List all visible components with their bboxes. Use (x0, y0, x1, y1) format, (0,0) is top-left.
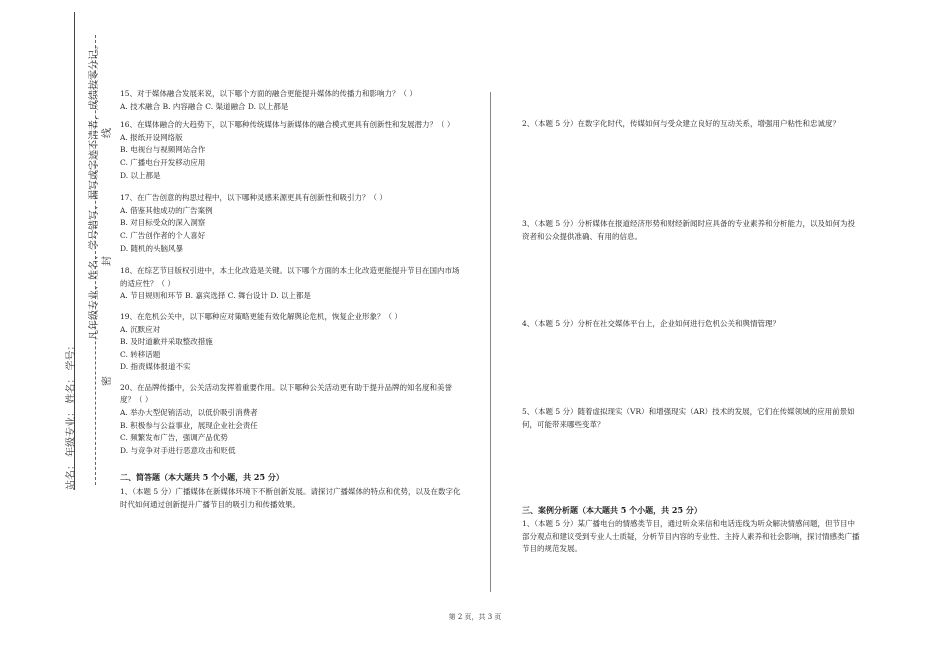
question-option: B. 对目标受众的深入洞察 (120, 218, 206, 228)
question-option: D. 以上都是 (120, 170, 161, 180)
question-18 (120, 265, 465, 303)
question-option: C. 转移话题 (120, 349, 161, 359)
question-17 (120, 192, 465, 255)
question-stem: 20、在品牌传播中，公关活动发挥着重要作用。以下哪种公关活动更有助于提升品牌的知名度和美誉度？（ ） (120, 382, 453, 405)
short-answer-question-2: 2、（本题 5 分）在数字化时代，传媒如何与受众建立良好的互动关系，增强用户粘性和忠诚度？ (522, 119, 841, 128)
short-answer-question-1: 1、（本题 5 分）广播媒体在新媒体环境下不断创新发展。请探讨广播媒体的特点和优势，以及在数字化时代如何通过创新提升广播节目的吸引力和传播效果。 (120, 487, 461, 509)
short-answer-question-4: 4、（本题 5 分）分析在社交媒体平台上，企业如何进行危机公关和舆情管理？ (522, 319, 781, 328)
column-divider (490, 92, 491, 592)
question-option: C. 广告创作者的个人喜好 (120, 230, 206, 240)
question-option: B. 电视台与视频网站合作 (120, 145, 206, 155)
short-answer-question-3: 3、（本题 5 分）分析媒体在报道经济形势和财经新闻时应具备的专业素养和分析能力，以及如何为投资者和公众提供准确、有用的信息。 (522, 219, 856, 241)
question-option: A. 节目规则和环节 B. 嘉宾选择 C. 舞台设计 D. 以上都是 (120, 291, 311, 301)
question-stem: 15、对于媒体融合发展来说，以下哪个方面的融合更能提升媒体的传播力和影响力？（ ） (120, 89, 417, 98)
binding-notice-text: 凡年级专业、姓名、学号错写、漏写或字迹不清者，成绩按零分记。 (89, 40, 100, 340)
left-column (120, 88, 465, 511)
question-option: A. 借鉴其他成功的广告案例 (120, 205, 213, 215)
question-stem: 18、在综艺节目版权引进中，本土化改造是关键。以下哪个方面的本土化改造更能提升节目在国内市场的适应性？（ ） (120, 266, 460, 288)
question-option: D. 指责媒体报道不实 (120, 362, 191, 372)
case-analysis-question-1: 1、（本题 5 分）某广播电台的情感类节目，通过听众来信和电话连线为听众解决情感问题，但节目中部分观点和建议受到专业人士质疑，分析节目内容的专业性、主持人素养和社会影响，探讨情感类广播节目的规范发展。 (522, 519, 860, 554)
question-option: B. 积极参与公益事业，展现企业社会责任 (120, 420, 258, 430)
binding-seal-word: 线 (102, 128, 113, 138)
question-option: D. 随机的头脑风暴 (120, 243, 184, 253)
question-20 (120, 382, 465, 458)
question-option: C. 频繁发布广告，强调产品优势 (120, 433, 228, 443)
question-16 (120, 119, 465, 182)
question-19 (120, 311, 465, 374)
binding-seal-word: 封 (102, 256, 113, 266)
question-stem: 17、在广告创意的构思过程中，以下哪种灵感来源更具有创新性和吸引力？（ ） (120, 193, 387, 203)
question-option: C. 广播电台开发移动应用 (120, 157, 206, 167)
question-option: A. 报纸开设网络版 (120, 132, 183, 142)
binding-seal-word: 密 (102, 376, 113, 386)
question-option: A. 举办大型促销活动，以低价吸引消费者 (120, 408, 258, 418)
question-stem: 16、在媒体融合的大趋势下，以下哪种传统媒体与新媒体的融合模式更具有创新性和发展潜力？（ ） (120, 120, 455, 130)
section-title-short-answer: 二、简答题（本大题共 5 个小题，共 25 分） (120, 472, 284, 483)
question-15 (120, 88, 465, 113)
question-option: D. 与竞争对手进行恶意攻击和贬低 (120, 445, 236, 455)
binding-margin (0, 0, 113, 672)
binding-fields-text: 站名： 年级专业： 姓名： 学号： (66, 340, 77, 490)
short-answer-question-5: 5、（本题 5 分）随着虚拟现实（VR）和增强现实（AR）技术的发展，它们在传媒领域的应用前景如何，可能带来哪些变革？ (522, 407, 855, 429)
question-option: A. 技术融合 B. 内容融合 C. 渠道融合 D. 以上都是 (120, 101, 289, 111)
question-option: B. 及时道歉并采取整改措施 (120, 337, 213, 347)
page-number: 第 2 页，共 3 页 (448, 613, 502, 621)
question-option: A. 沉默应对 (120, 324, 161, 334)
section-title-case-analysis: 三、案例分析题（本大题共 5 个小题，共 25 分） (522, 505, 702, 515)
question-stem: 19、在危机公关中，以下哪种应对策略更能有效化解舆论危机，恢复企业形象？（ ） (120, 311, 402, 321)
